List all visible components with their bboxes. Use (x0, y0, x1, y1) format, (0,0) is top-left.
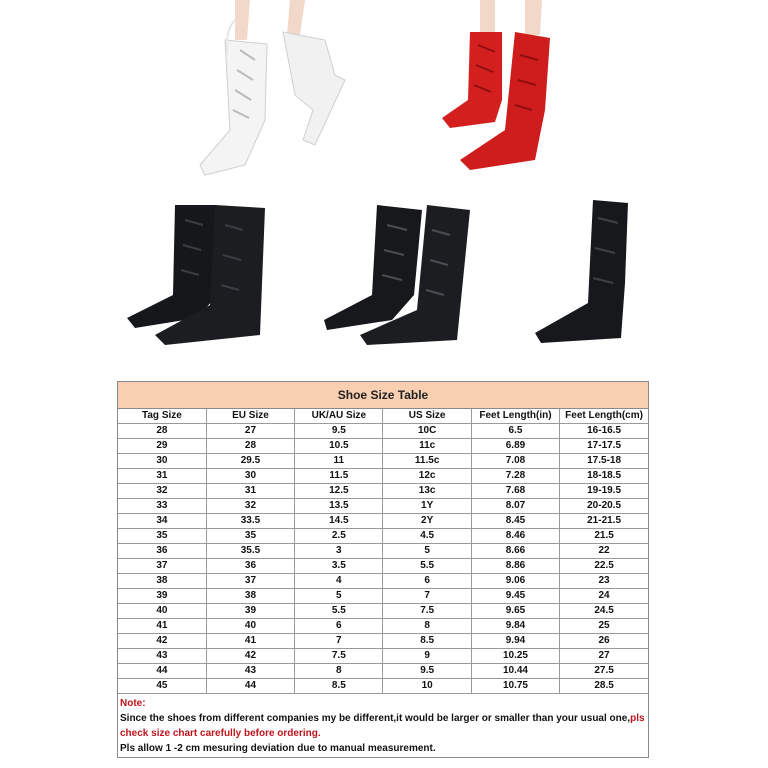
table-row (118, 514, 648, 529)
size-grid (118, 409, 648, 694)
table-cell: 17-17.5 (560, 439, 648, 454)
table-cell: 27.5 (560, 664, 648, 679)
table-row (118, 544, 648, 559)
table-row (118, 574, 648, 589)
table-cell: 7.28 (471, 469, 559, 484)
table-cell: 12.5 (295, 484, 383, 499)
table-cell: 43 (206, 664, 294, 679)
table-cell: 23 (560, 574, 648, 589)
table-row (118, 484, 648, 499)
note-line-1-warning: pls check size chart carefully before ordering. (120, 713, 645, 739)
table-cell: 8.66 (471, 544, 559, 559)
table-cell: 19-19.5 (560, 484, 648, 499)
table-cell: 8.5 (295, 679, 383, 694)
table-cell: 7 (295, 634, 383, 649)
table-row (118, 424, 648, 439)
table-cell: 6 (295, 619, 383, 634)
table-cell: 39 (206, 604, 294, 619)
table-cell: 18-18.5 (560, 469, 648, 484)
note-line-1 (120, 711, 646, 741)
table-cell: 13c (383, 484, 471, 499)
table-cell: 22.5 (560, 559, 648, 574)
table-cell: 42 (206, 649, 294, 664)
table-cell: 8.45 (471, 514, 559, 529)
table-cell: 22 (560, 544, 648, 559)
header-uk-au-size: UK/AU Size (295, 409, 383, 424)
table-cell: 31 (118, 469, 206, 484)
table-title: Shoe Size Table (118, 382, 648, 409)
table-cell: 4 (295, 574, 383, 589)
table-cell: 45 (118, 679, 206, 694)
table-cell: 9.5 (383, 664, 471, 679)
table-cell: 9 (383, 649, 471, 664)
table-cell: 8.07 (471, 499, 559, 514)
table-cell: 27 (206, 424, 294, 439)
header-eu-size: EU Size (206, 409, 294, 424)
table-cell: 9.65 (471, 604, 559, 619)
table-cell: 32 (118, 484, 206, 499)
table-cell: 44 (206, 679, 294, 694)
table-cell: 40 (118, 604, 206, 619)
table-cell: 8.5 (383, 634, 471, 649)
table-row (118, 499, 648, 514)
table-row (118, 559, 648, 574)
table-cell: 8 (383, 619, 471, 634)
table-row (118, 679, 648, 694)
table-cell: 10.44 (471, 664, 559, 679)
table-cell: 9.84 (471, 619, 559, 634)
table-cell: 12c (383, 469, 471, 484)
header-feet-length-in: Feet Length(in) (471, 409, 559, 424)
table-cell: 20-20.5 (560, 499, 648, 514)
table-cell: 10.75 (471, 679, 559, 694)
table-cell: 13.5 (295, 499, 383, 514)
table-cell: 43 (118, 649, 206, 664)
header-feet-length-cm: Feet Length(cm) (560, 409, 648, 424)
table-row (118, 619, 648, 634)
table-cell: 33 (118, 499, 206, 514)
table-cell: 17.5-18 (560, 454, 648, 469)
table-cell: 38 (118, 574, 206, 589)
table-cell: 40 (206, 619, 294, 634)
table-cell: 28 (206, 439, 294, 454)
table-row (118, 664, 648, 679)
table-row (118, 454, 648, 469)
table-cell: 8 (295, 664, 383, 679)
black-boot-photo-3 (533, 198, 633, 346)
table-cell: 37 (206, 574, 294, 589)
shoe-size-table (117, 381, 649, 758)
table-cell: 11c (383, 439, 471, 454)
table-row (118, 439, 648, 454)
table-cell: 10 (383, 679, 471, 694)
table-cell: 1Y (383, 499, 471, 514)
table-cell: 39 (118, 589, 206, 604)
header-tag-size: Tag Size (118, 409, 206, 424)
table-cell: 21-21.5 (560, 514, 648, 529)
note-line-1-text: Since the shoes from different companies my be different,it would be larger or smaller than your usual one, (120, 713, 631, 724)
table-cell: 8.86 (471, 559, 559, 574)
table-cell: 37 (118, 559, 206, 574)
table-cell: 7.08 (471, 454, 559, 469)
table-cell: 32 (206, 499, 294, 514)
table-cell: 6.89 (471, 439, 559, 454)
table-cell: 9.45 (471, 589, 559, 604)
table-cell: 8.46 (471, 529, 559, 544)
note-line-2: Pls allow 1 -2 cm mesuring deviation due to manual measurement. (120, 743, 436, 754)
table-cell: 10.5 (295, 439, 383, 454)
black-boots-photo-2 (322, 200, 472, 350)
table-cell: 5 (295, 589, 383, 604)
table-cell: 5.5 (383, 559, 471, 574)
table-cell: 35 (206, 529, 294, 544)
table-cell: 11 (295, 454, 383, 469)
table-cell: 7.68 (471, 484, 559, 499)
table-cell: 42 (118, 634, 206, 649)
table-cell: 7 (383, 589, 471, 604)
table-cell: 9.94 (471, 634, 559, 649)
table-cell: 5 (383, 544, 471, 559)
table-cell: 41 (118, 619, 206, 634)
table-cell: 11.5c (383, 454, 471, 469)
table-cell: 33.5 (206, 514, 294, 529)
table-cell: 2Y (383, 514, 471, 529)
table-row (118, 529, 648, 544)
table-cell: 10.25 (471, 649, 559, 664)
table-cell: 35 (118, 529, 206, 544)
table-cell: 29 (118, 439, 206, 454)
table-cell: 41 (206, 634, 294, 649)
table-cell: 26 (560, 634, 648, 649)
table-cell: 27 (560, 649, 648, 664)
table-row (118, 604, 648, 619)
table-cell: 2.5 (295, 529, 383, 544)
table-cell: 10C (383, 424, 471, 439)
table-cell: 30 (206, 469, 294, 484)
table-cell: 36 (118, 544, 206, 559)
table-cell: 29.5 (206, 454, 294, 469)
table-cell: 6.5 (471, 424, 559, 439)
red-boots-photo (440, 0, 570, 175)
table-row (118, 634, 648, 649)
white-boots-photo (195, 0, 355, 180)
table-cell: 35.5 (206, 544, 294, 559)
note-block (118, 694, 648, 756)
note-label: Note: (120, 698, 146, 709)
table-cell: 3.5 (295, 559, 383, 574)
header-us-size: US Size (383, 409, 471, 424)
table-cell: 7.5 (383, 604, 471, 619)
table-body (118, 424, 648, 694)
table-cell: 7.5 (295, 649, 383, 664)
table-cell: 28.5 (560, 679, 648, 694)
table-cell: 28 (118, 424, 206, 439)
table-cell: 24.5 (560, 604, 648, 619)
table-cell: 21.5 (560, 529, 648, 544)
table-cell: 9.5 (295, 424, 383, 439)
table-cell: 34 (118, 514, 206, 529)
table-cell: 3 (295, 544, 383, 559)
table-row (118, 589, 648, 604)
table-cell: 11.5 (295, 469, 383, 484)
table-cell: 4.5 (383, 529, 471, 544)
table-cell: 31 (206, 484, 294, 499)
table-header-row (118, 409, 648, 424)
table-cell: 24 (560, 589, 648, 604)
table-cell: 25 (560, 619, 648, 634)
table-cell: 14.5 (295, 514, 383, 529)
table-cell: 16-16.5 (560, 424, 648, 439)
table-cell: 38 (206, 589, 294, 604)
black-boots-photo-1 (125, 200, 270, 350)
table-row (118, 469, 648, 484)
table-cell: 5.5 (295, 604, 383, 619)
table-cell: 44 (118, 664, 206, 679)
table-row (118, 649, 648, 664)
table-cell: 30 (118, 454, 206, 469)
table-cell: 36 (206, 559, 294, 574)
table-cell: 6 (383, 574, 471, 589)
table-cell: 9.06 (471, 574, 559, 589)
